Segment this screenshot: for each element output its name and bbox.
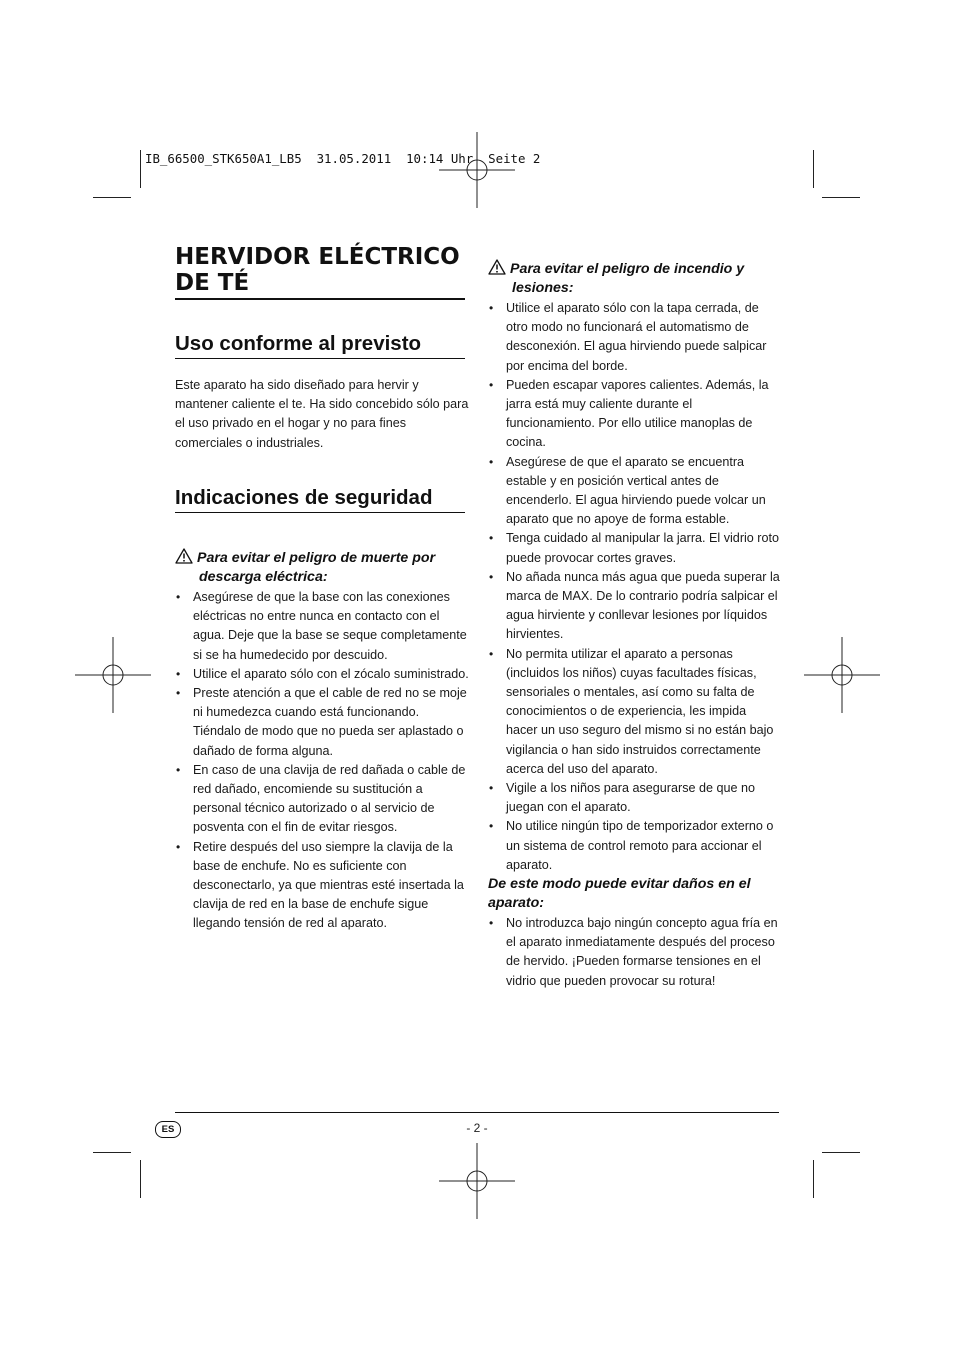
electric-warning-text: Para evitar el peligro de muerte por descarga eléctrica: — [197, 550, 436, 585]
fire-warning-list — [488, 299, 780, 875]
list-item: • Utilice el aparato sólo con la tapa cerrada, de otro modo no funcionará el automatismo de desconexión. El agua hirviendo puede salpicar por encima del borde. — [488, 299, 780, 376]
registration-mark-bottom — [438, 1142, 516, 1220]
registration-mark-left — [74, 636, 152, 714]
list-item: • No permita utilizar el aparato a personas (incluidos los niños) cuyas facultades físicas, sensoriales o mentales, así como su falta de conocimientos o de experiencia, les impida hacer un uso seguro del mismo si no están bajo vigilancia o han sido instruidos correctamente acerca del uso del aparato. — [488, 645, 780, 779]
damage-heading: De este modo puede evitar daños en el aparato: — [488, 876, 751, 911]
list-item: • Pueden escapar vapores calientes. Además, la jarra está muy caliente durante el funcionamiento. Por ello utilice manoplas de cocina. — [488, 376, 780, 453]
language-badge: ES — [155, 1121, 181, 1138]
page-title: HERVIDOR ELÉCTRICO DE TÉ — [175, 244, 460, 296]
fire-warning-text: Para evitar el peligro de incendio y lesiones: — [510, 261, 745, 296]
list-item: • No añada nunca más agua que pueda superar la marca de MAX. De lo contrario podría salpicar el agua hirviente y conllevar lesiones por líquidos hirvientes. — [488, 568, 780, 645]
damage-list — [488, 914, 780, 991]
intended-use-heading: Uso conforme al previsto — [175, 332, 422, 355]
list-item: • No introduzca bajo ningún concepto agua fría en el aparato inmediatamente después del proceso de hervido. ¡Pueden formarse tensiones en el vidrio que pueden provocar su rotura! — [488, 914, 780, 991]
list-item: • Asegúrese de que el aparato se encuentra estable y en posición vertical antes de encenderlo. El agua hirviendo puede volcar un aparato que no apoye de forma estable. — [488, 453, 780, 530]
list-item: • Vigile a los niños para asegurarse de que no juegan con el aparato. — [488, 779, 780, 817]
registration-mark-right — [803, 636, 881, 714]
list-item: • Asegúrese de que la base con las conexiones eléctricas no entre nunca en contacto con el agua. Deje que la base se seque completamente si se ha humedecido por descuido. — [175, 588, 469, 665]
list-item: • Retire después del uso siempre la clavija de la base de enchufe. No es suficiente con desconectarlo, ya que mientras esté insertada la clavija de red en la base de enchufe sigue llegando tensión de red al aparato. — [175, 838, 469, 934]
electric-warning-heading — [175, 548, 489, 587]
title-divider — [175, 298, 465, 300]
intended-use-divider — [175, 358, 465, 359]
warning-icon — [488, 259, 506, 275]
safety-divider — [175, 512, 465, 513]
footer-divider — [175, 1112, 779, 1113]
list-item: • En caso de una clavija de red dañada o cable de red dañado, encomiende su sustitución a personal técnico autorizado o al servicio de posventa con el fin de evitar riesgos. — [175, 761, 469, 838]
fire-warning-heading — [488, 259, 802, 298]
list-item: • Preste atención a que el cable de red no se moje ni humedezca cuando está funcionando. Tiéndalo de modo que no pueda ser aplastado o dañado de forma alguna. — [175, 684, 469, 761]
warning-icon — [175, 548, 193, 564]
registration-mark-top — [438, 131, 516, 209]
print-slug: IB_66500_STK650A1_LB5 31.05.2011 10:14 Uhr Seite 2 — [145, 151, 541, 166]
list-item: • No utilice ningún tipo de temporizador externo o un sistema de control remoto para accionar el aparato. — [488, 817, 780, 875]
electric-warning-list — [175, 588, 469, 934]
list-item: • Tenga cuidado al manipular la jarra. El vidrio roto puede provocar cortes graves. — [488, 529, 780, 567]
page-number: - 2 - — [466, 1121, 488, 1135]
safety-heading: Indicaciones de seguridad — [175, 486, 433, 509]
intended-use-text: Este aparato ha sido diseñado para hervir y mantener caliente el te. Ha sido concebido sólo para el uso privado en el hogar y no para fines comerciales o industriales. — [175, 378, 469, 450]
list-item: • Utilice el aparato sólo con el zócalo suministrado. — [175, 665, 469, 684]
